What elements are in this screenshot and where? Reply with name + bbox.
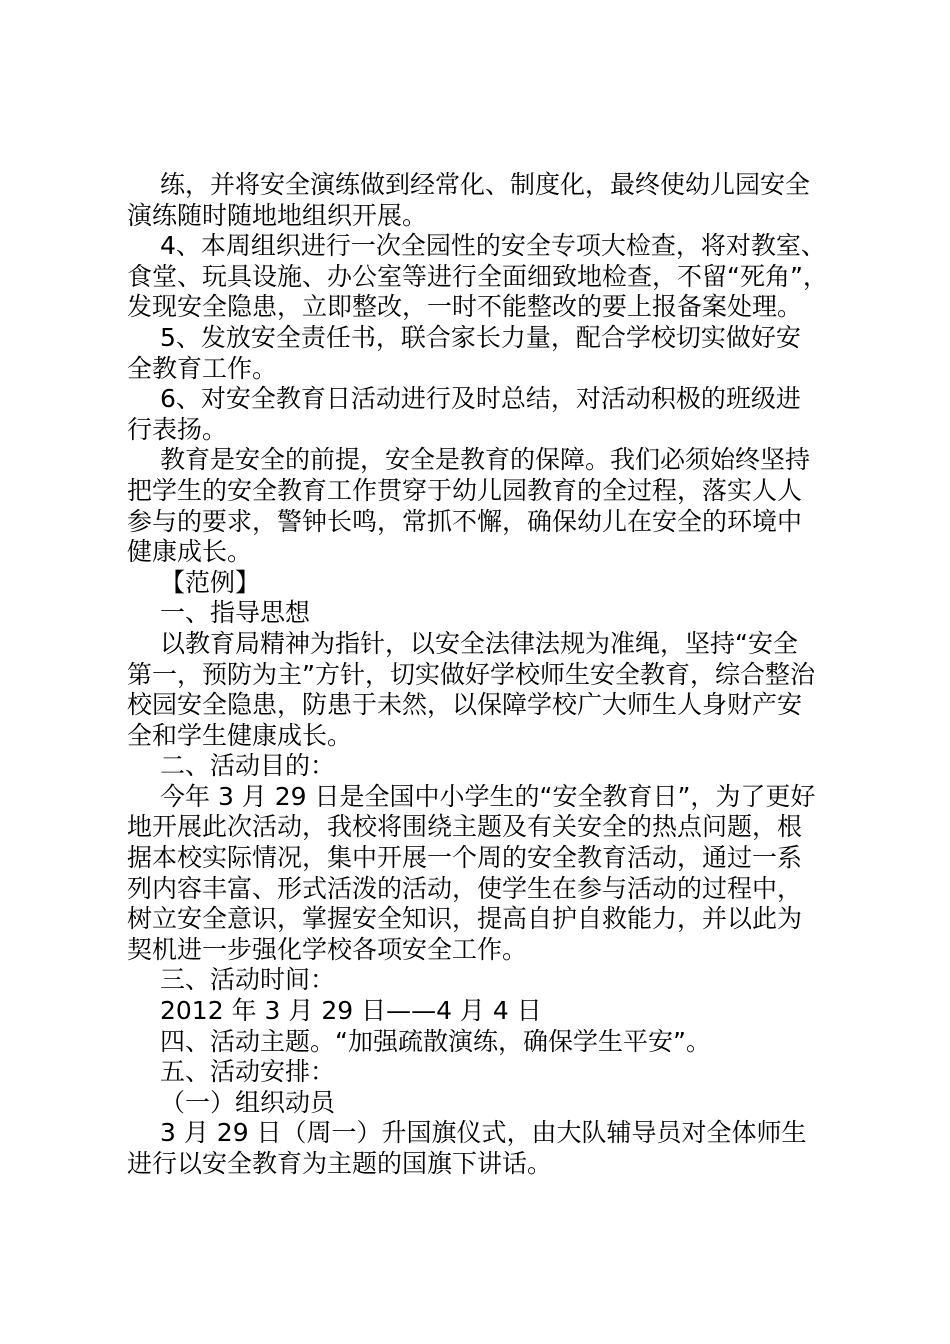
text-line: 今年 3 月 29 日是全国中小学生的“安全教育日”，为了更好	[160, 781, 816, 811]
text-line: 第一，预防为主”方针，切实做好学校师生安全教育，综合整治	[127, 659, 815, 689]
section-heading: 五、活动安排：	[160, 1057, 336, 1087]
text-line: 把学生的安全教育工作贯穿于幼儿园教育的全过程，落实人人	[127, 475, 803, 505]
text-line: 列内容丰富、形式活泼的活动，使学生在参与活动的过程中，	[127, 873, 803, 903]
text-line: 发现安全隐患，立即整改，一时不能整改的要上报备案处理。	[127, 292, 803, 322]
section-heading: 二、活动目的：	[160, 751, 336, 781]
section-heading: 三、活动时间：	[160, 965, 336, 995]
text-line: 健康成长。	[127, 537, 253, 567]
section-heading: 四、活动主题。“加强疏散演练，确保学生平安”。	[160, 1026, 711, 1056]
text-line: 4、本周组织进行一次全园性的安全专项大检查，将对教室、	[160, 231, 826, 261]
subsection-heading: （一）组织动员	[160, 1087, 336, 1117]
text-line: 2012 年 3 月 29 日——4 月 4 日	[160, 996, 542, 1026]
document-body	[127, 170, 827, 1180]
text-line: 全和学生健康成长。	[127, 720, 353, 750]
text-line: 教育是安全的前提，安全是教育的保障。我们必须始终坚持	[160, 445, 811, 475]
text-line: 校园安全隐患，防患于未然，以保障学校广大师生人身财产安	[127, 690, 803, 720]
text-line: 6、对安全教育日活动进行及时总结，对活动积极的班级进	[160, 384, 801, 414]
text-line: 参与的要求，警钟长鸣，常抓不懈，确保幼儿在安全的环境中	[127, 506, 803, 536]
text-line: 地开展此次活动，我校将围绕主题及有关安全的热点问题，根	[127, 812, 803, 842]
text-line: 据本校实际情况，集中开展一个周的安全教育活动，通过一系	[127, 843, 803, 873]
text-line: 演练随时随地地组织开展。	[127, 200, 428, 230]
section-heading: 一、指导思想	[160, 598, 311, 628]
text-line: 全教育工作。	[127, 353, 278, 383]
text-line: 5、发放安全责任书，联合家长力量，配合学校切实做好安	[160, 322, 801, 352]
text-line: 3 月 29 日（周一）升国旗仪式，由大队辅导员对全体师生	[160, 1118, 807, 1148]
section-heading: 【范例】	[160, 567, 261, 597]
text-line: 练，并将安全演练做到经常化、制度化，最终使幼儿园安全	[160, 170, 811, 199]
text-line: 进行以安全教育为主题的国旗下讲话。	[127, 1149, 553, 1178]
text-line: 契机进一步强化学校各项安全工作。	[127, 934, 528, 964]
text-line: 食堂、玩具设施、办公室等进行全面细致地检查，不留“死角”，	[127, 261, 828, 291]
text-line: 树立安全意识，掌握安全知识，提高自护自救能力，并以此为	[127, 904, 803, 934]
text-line: 以教育局精神为指针，以安全法律法规为准绳，坚持“安全	[160, 628, 798, 658]
text-line: 行表扬。	[127, 414, 228, 444]
